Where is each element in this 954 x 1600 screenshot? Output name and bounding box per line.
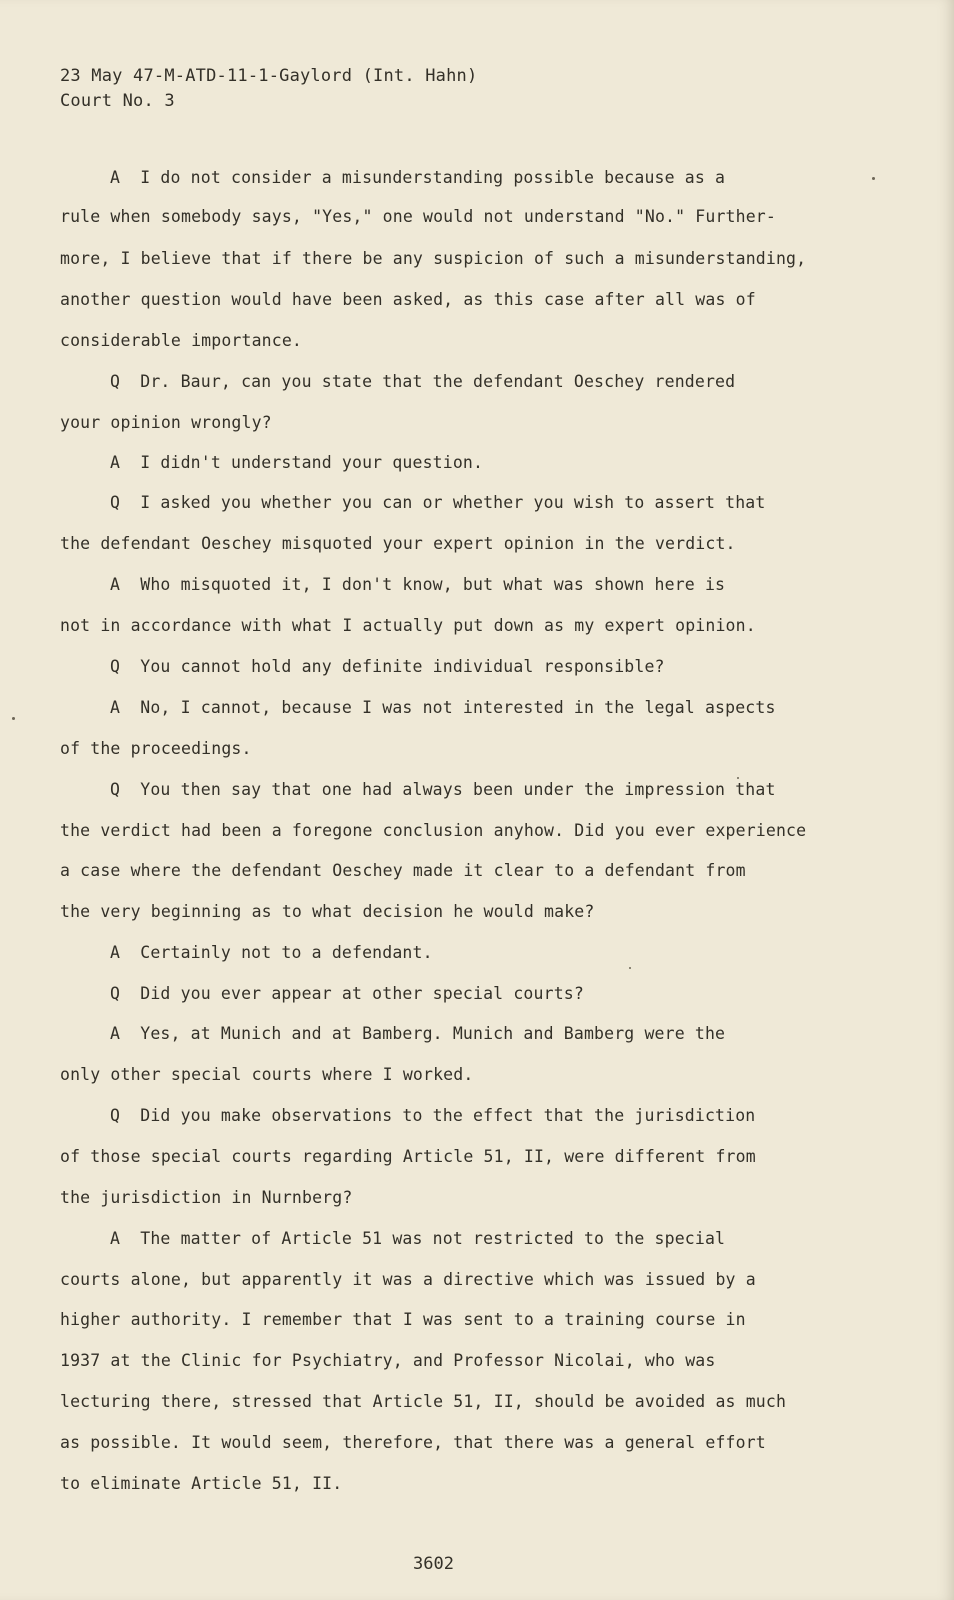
paper-speck [737,777,739,779]
transcript-line: the jurisdiction in Nurnberg? [60,1188,353,1207]
transcript-line: A Who misquoted it, I don't know, but what was shown here is [110,575,726,594]
transcript-line: 1937 at the Clinic for Psychiatry, and Professor Nicolai, who was [60,1351,716,1370]
header-reference: 23 May 47-M-ATD-11-1-Gaylord (Int. Hahn) [60,66,478,86]
transcript-line: of those special courts regarding Article 51, II, were different from [60,1147,756,1166]
page-number: 3602 [413,1554,454,1574]
paper-speck [12,717,15,720]
transcript-line: the very beginning as to what decision he would make? [60,902,595,921]
transcript-line: considerable importance. [60,331,303,350]
transcript-line: of the proceedings. [60,739,252,758]
transcript-line: Q Did you make observations to the effect that the jurisdiction [110,1106,756,1125]
transcript-line: lecturing there, stressed that Article 51, II, should be avoided as much [60,1392,787,1411]
transcript-line: A Yes, at Munich and at Bamberg. Munich and Bamberg were the [110,1024,726,1043]
transcript-line: A Certainly not to a defendant. [110,943,433,962]
paper-speck [629,967,631,969]
transcript-line: only other special courts where I worked. [60,1065,474,1084]
transcript-line: rule when somebody says, "Yes," one would not understand "No." Further- [60,207,776,226]
transcript-line: to eliminate Article 51, II. [60,1474,343,1493]
transcript-line: more, I believe that if there be any suspicion of such a misunderstanding, [60,249,807,268]
transcript-line: your opinion wrongly? [60,413,272,432]
transcript-line: Q Dr. Baur, can you state that the defendant Oeschey rendered [110,372,736,391]
transcript-line: A The matter of Article 51 was not restricted to the special [110,1229,726,1248]
transcript-line: Q You cannot hold any definite individual responsible? [110,657,665,676]
transcript-line: A No, I cannot, because I was not interested in the legal aspects [110,698,776,717]
header-court: Court No. 3 [60,91,175,111]
transcript-line: not in accordance with what I actually put down as my expert opinion. [60,616,756,635]
transcript-line: courts alone, but apparently it was a directive which was issued by a [60,1270,756,1289]
transcript-line: the verdict had been a foregone conclusion anyhow. Did you ever experience [60,821,807,840]
transcript-line: Q Did you ever appear at other special courts? [110,984,584,1003]
transcript-line: A I do not consider a misunderstanding possible because as a [110,168,726,187]
transcript-line: another question would have been asked, as this case after all was of [60,290,756,309]
transcript-line: the defendant Oeschey misquoted your expert opinion in the verdict. [60,534,736,553]
transcript-line: a case where the defendant Oeschey made it clear to a defendant from [60,861,746,880]
transcript-line: as possible. It would seem, therefore, that there was a general effort [60,1433,766,1452]
paper-speck [872,177,875,180]
transcript-line: higher authority. I remember that I was sent to a training course in [60,1310,746,1329]
document-header [60,64,477,114]
transcript-line: Q I asked you whether you can or whether you wish to assert that [110,493,766,512]
transcript-line: A I didn't understand your question. [110,453,484,472]
transcript-line: Q You then say that one had always been under the impression that [110,780,776,799]
